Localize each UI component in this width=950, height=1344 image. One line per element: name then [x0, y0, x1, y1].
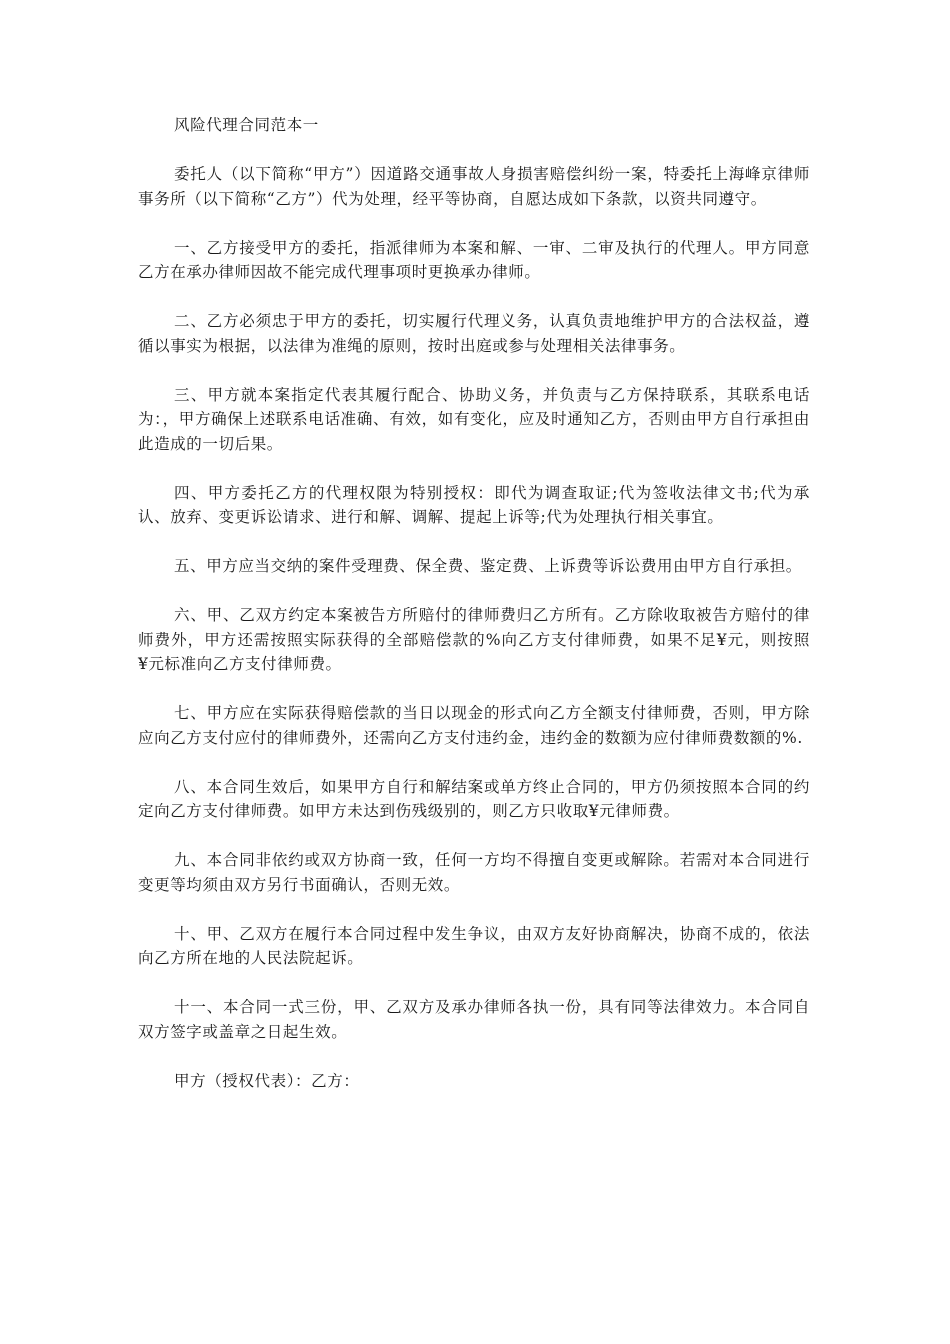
paragraph-preamble: 委托人（以下简称“甲方”）因道路交通事故人身损害赔偿纠纷一案，特委托上海峰京律师事务所（以下简称“乙方”）代为处理，经平等协商，自愿达成如下条款，以资共同遵守。	[138, 165, 810, 208]
clause-5: 五、甲方应当交纳的案件受理费、保全费、鉴定费、上诉费等诉讼费用由甲方自行承担。	[174, 557, 802, 575]
clause-3: 三、甲方就本案指定代表其履行配合、协助义务，并负责与乙方保持联系，其联系电话为：，甲方确保上述联系电话准确、有效，如有变化，应及时通知乙方，否则由甲方自行承担由此造成的一切后果。	[138, 385, 810, 453]
clause-1: 一、乙方接受甲方的委托，指派律师为本案和解、一审、二审及执行的代理人。甲方同意乙方在承办律师因故不能完成代理事项时更换承办律师。	[138, 238, 810, 281]
clause-6: 六、甲、乙双方约定本案被告方所赔付的律师费归乙方所有。乙方除收取被告方赔付的律师费外，甲方还需按照实际获得的全部赔偿款的%向乙方支付律师费，如果不足¥元，则按照¥元标准向乙方支付律师费。	[138, 606, 810, 673]
clause-8: 八、本合同生效后，如果甲方自行和解结案或单方终止合同的，甲方仍须按照本合同的约定向乙方支付律师费。如甲方未达到伤残级别的，则乙方只收取¥元律师费。	[138, 777, 810, 820]
clause-2: 二、乙方必须忠于甲方的委托，切实履行代理义务，认真负责地维护甲方的合法权益，遵循以事实为根据，以法律为准绳的原则，按时出庭或参与处理相关法律事务。	[138, 312, 810, 355]
document-title: 风险代理合同范本一	[174, 116, 319, 134]
clause-4: 四、甲方委托乙方的代理权限为特别授权：即代为调查取证;代为签收法律文书;代为承认、放弃、变更诉讼请求、进行和解、调解、提起上诉等;代为处理执行相关事宜。	[138, 483, 810, 526]
document-body	[138, 113, 810, 1093]
signature-line: 甲方（授权代表）：乙方：	[174, 1071, 360, 1090]
clause-11: 十一、本合同一式三份，甲、乙双方及承办律师各执一份，具有同等法律效力。本合同自双方签字或盖章之日起生效。	[138, 998, 810, 1041]
clause-10: 十、甲、乙双方在履行本合同过程中发生争议，由双方友好协商解决，协商不成的，依法向乙方所在地的人民法院起诉。	[138, 924, 810, 967]
clause-9: 九、本合同非依约或双方协商一致，任何一方均不得擅自变更或解除。若需对本合同进行变更等均须由双方另行书面确认，否则无效。	[138, 851, 810, 894]
clause-7: 七、甲方应在实际获得赔偿款的当日以现金的形式向乙方全额支付律师费，否则，甲方除应向乙方支付应付的律师费外，还需向乙方支付违约金，违约金的数额为应付律师费数额的%.	[138, 704, 810, 747]
